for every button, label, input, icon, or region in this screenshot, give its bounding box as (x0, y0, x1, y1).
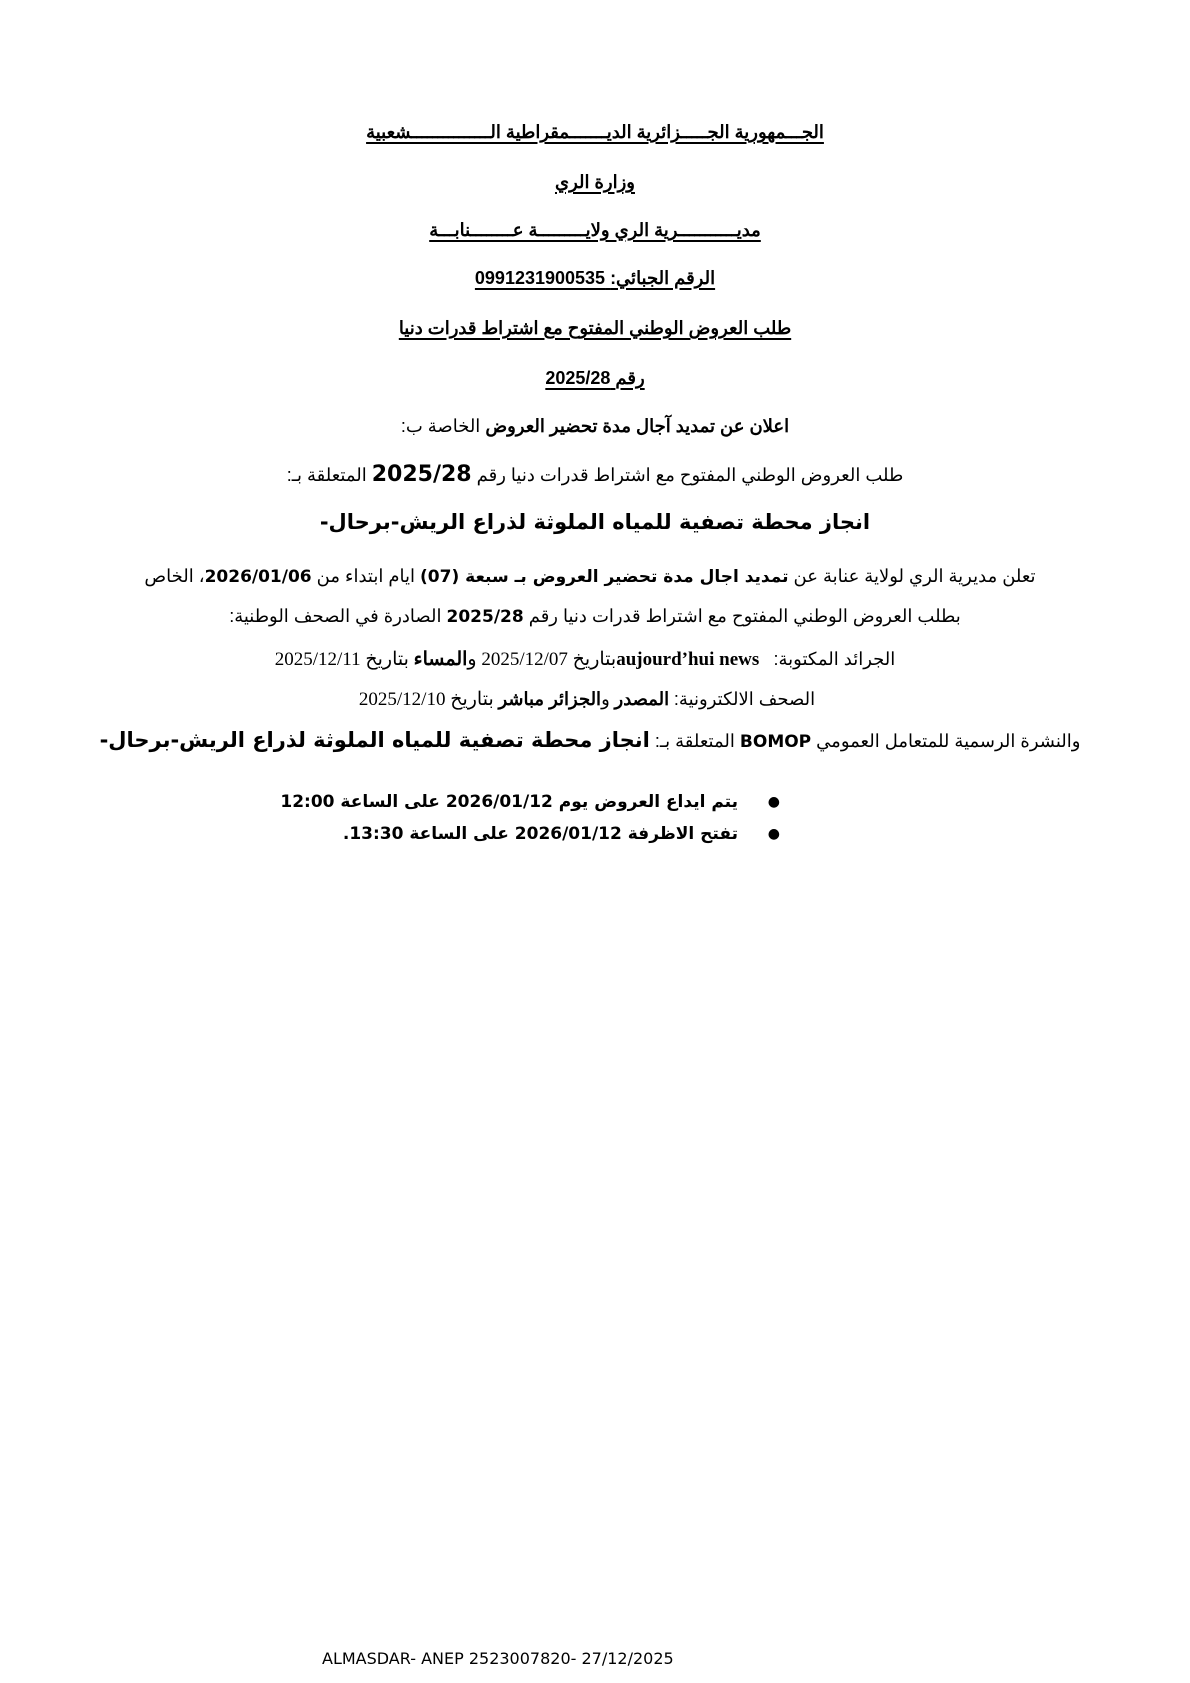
print-label: الجرائد المكتوبة: (773, 649, 896, 669)
p2-text-b: الصادرة في الصحف الوطنية: (229, 606, 442, 626)
tender-number-value: 2025/28 (545, 368, 611, 388)
print-paper-2-date-prefix: بتاريخ (365, 649, 409, 670)
ministry-heading: وزارة الري (554, 172, 635, 192)
tender-number-line (0, 368, 1190, 389)
republic-heading: الجـــمهورية الجـــــزائرية الديـــــــمقراطية الـــــــــــــــشعبية (366, 122, 824, 142)
p1-start-date: 2026/01/06 (204, 567, 312, 587)
tender-reference-number: 2025/28 (371, 462, 472, 487)
schedule-item-opening (280, 818, 780, 850)
schedule-item-text: يتم ايداع العروض يوم 2026/01/12 على الساعة 12:00 (280, 792, 738, 812)
bulletin-text-a: والنشرة الرسمية للمتعامل العمومي (816, 731, 1081, 751)
print-paper-1: aujourd’hui news (616, 649, 760, 670)
p1-extension-bold: تمديد اجال مدة تحضير العروض بـ سبعة (07) (420, 567, 789, 587)
online-newspapers-line (0, 688, 1182, 711)
tender-type-heading: طلب العروض الوطني المفتوح مع اشتراط قدرات دنيا (398, 318, 792, 338)
print-paper-2: المساء (413, 649, 468, 670)
p2-tender-number: 2025/28 (446, 607, 524, 627)
tender-reference-prefix: طلب العروض الوطني المفتوح مع اشتراط قدرات دنيا رقم (476, 465, 904, 485)
online-date: 2025/12/10 (358, 689, 446, 710)
tender-reference-line (0, 462, 1190, 487)
footer-reference: ALMASDAR- ANEP 2523007820- 27/12/2025 (322, 1649, 674, 1668)
directorate-heading: مديـــــــــــرية الري ولايـــــــــة عــــــــنابـــة (429, 220, 761, 240)
tender-number-label: رقم (615, 368, 645, 388)
announcement-title-rest: الخاصة ب: (400, 416, 481, 436)
p1-text-d: ، الخاص (144, 566, 205, 586)
bullet-icon: ● (767, 826, 780, 842)
schedule-item-submission (280, 786, 780, 818)
tax-id-label: الرقم الجبائي: (610, 268, 716, 288)
online-paper-1: المصدر (614, 689, 670, 709)
online-and: و (601, 689, 610, 709)
tax-id-value: 0991231900535 (474, 268, 606, 288)
schedule-list (280, 786, 780, 850)
online-label: الصحف الالكترونية: (673, 689, 816, 709)
p1-text-c: ايام ابتداء من (316, 566, 415, 586)
print-and: و (467, 649, 477, 670)
schedule-item-text: تفتح الاظرفة 2026/01/12 على الساعة 13:30. (342, 824, 738, 844)
body-paragraph-1 (0, 566, 1185, 587)
announcement-title (0, 416, 1190, 437)
print-newspapers-line (0, 648, 1180, 671)
announcement-title-bold: اعلان عن تمديد آجال مدة تحضير العروض (485, 416, 790, 436)
p2-text-a: بطلب العروض الوطني المفتوح مع اشتراط قدرات دنيا رقم (528, 606, 961, 626)
bulletin-text-b: المتعلقة بـ: (654, 731, 735, 751)
p1-text-a: تعلن مديرية الري لولاية عنابة عن (793, 566, 1036, 586)
print-paper-1-date: 2025/12/07 (481, 649, 568, 670)
body-paragraph-2 (0, 606, 1190, 627)
print-paper-2-date: 2025/12/11 (274, 649, 361, 670)
print-paper-1-date-prefix: بتاريخ (572, 649, 617, 670)
official-bulletin-line (0, 728, 1185, 752)
tender-reference-suffix: المتعلقة بـ: (286, 465, 367, 485)
online-date-prefix: بتاريخ (450, 689, 494, 710)
bulletin-project-title: انجاز محطة تصفية للمياه الملوثة لذراع الريش-برحال- (99, 728, 650, 752)
bullet-icon: ● (767, 794, 780, 810)
online-paper-2: الجزائر مباشر (498, 689, 602, 709)
project-title: انجاز محطة تصفية للمياه الملوثة لذراع الريش-برحال- (319, 510, 871, 534)
tax-id-line (0, 268, 1190, 289)
bulletin-code: BOMOP (739, 732, 812, 752)
